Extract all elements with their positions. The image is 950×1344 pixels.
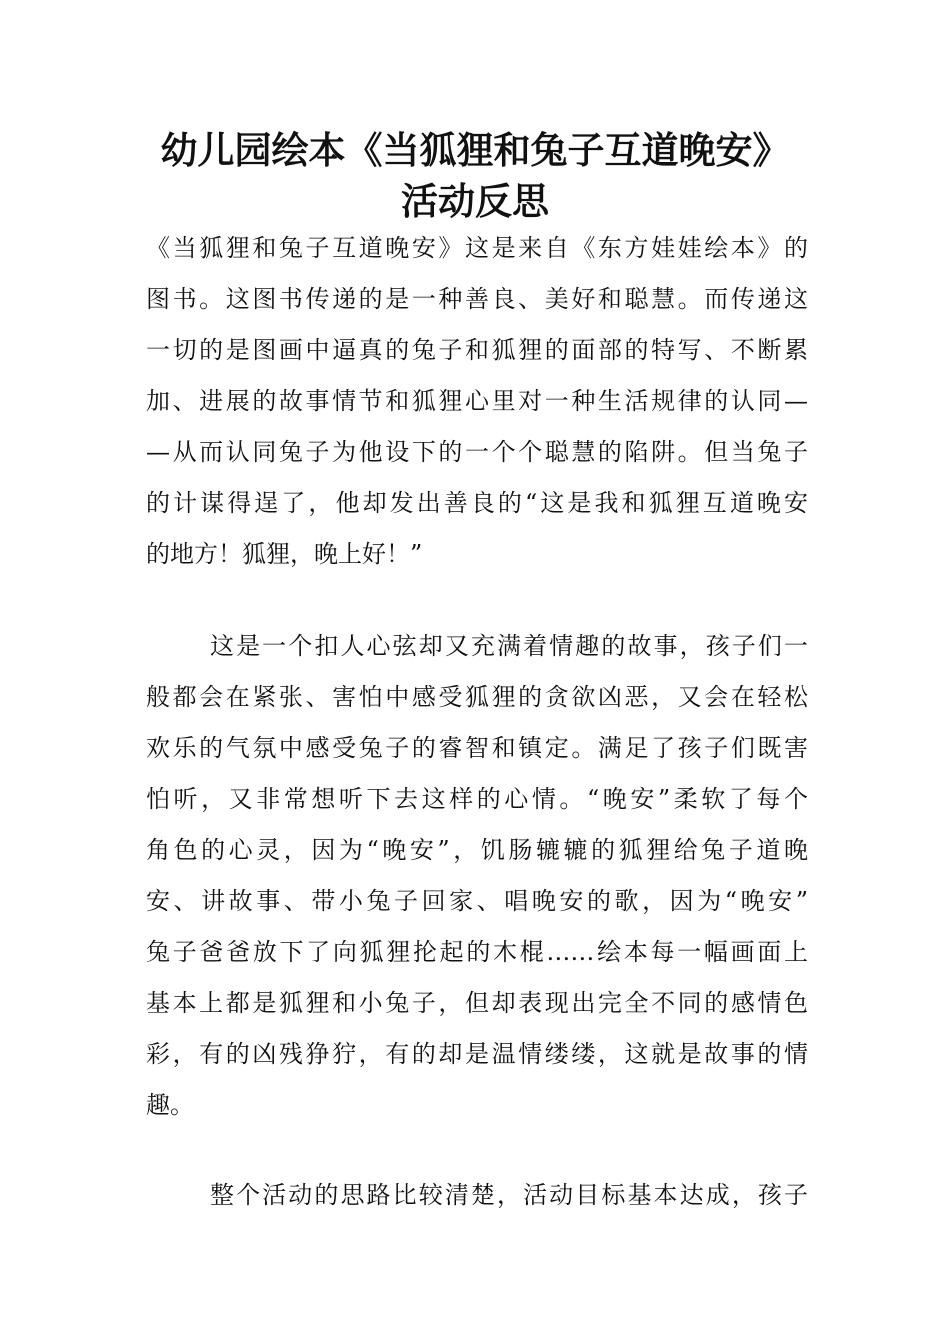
paragraph-line: 基本上都是狐狸和小兔子，但却表现出完全不同的感情色 bbox=[146, 989, 808, 1017]
paragraph-line: 《当狐狸和兔子互道晚安》这是来自《东方娃娃绘本》的 bbox=[146, 234, 808, 262]
paragraph-line: 这是一个扣人心弦却又充满着情趣的故事，孩子们一 bbox=[210, 632, 808, 660]
paragraph-activity-reflection bbox=[146, 1170, 808, 1221]
paragraph-intro bbox=[146, 223, 808, 580]
paragraph-line: 加、进展的故事情节和狐狸心里对一种生活规律的认同— bbox=[146, 387, 808, 415]
paragraph-line: 整个活动的思路比较清楚，活动目标基本达成，孩子 bbox=[210, 1181, 808, 1209]
paragraph-line: 兔子爸爸放下了向狐狸抡起的木棍……绘本每一幅画面上 bbox=[146, 938, 808, 966]
paragraph-story-analysis bbox=[146, 621, 808, 1131]
paragraph-line: 安、讲故事、带小兔子回家、唱晚安的歌，因为“晚安” bbox=[146, 887, 808, 915]
document-title bbox=[100, 125, 850, 227]
paragraph-line: 的计谋得逞了，他却发出善良的“这是我和狐狸互道晚安 bbox=[146, 489, 808, 517]
paragraph-line: 怕听，又非常想听下去这样的心情。“晚安”柔软了每个 bbox=[146, 785, 808, 813]
paragraph-line: 趣。 bbox=[146, 1091, 194, 1119]
title-line-2: 活动反思 bbox=[401, 180, 549, 223]
paragraph-line: —从而认同兔子为他设下的一个个聪慧的陷阱。但当兔子 bbox=[146, 438, 808, 466]
title-line-1: 幼儿园绘本《当狐狸和兔子互道晚安》 bbox=[160, 129, 790, 172]
paragraph-line: 一切的是图画中逼真的兔子和狐狸的面部的特写、不断累 bbox=[146, 336, 808, 364]
paragraph-line: 欢乐的气氛中感受兔子的睿智和镇定。满足了孩子们既害 bbox=[146, 734, 808, 762]
paragraph-line: 般都会在紧张、害怕中感受狐狸的贪欲凶恶，又会在轻松 bbox=[146, 683, 808, 711]
paragraph-line: 图书。这图书传递的是一种善良、美好和聪慧。而传递这 bbox=[146, 285, 808, 313]
paragraph-line: 彩，有的凶残狰狞，有的却是温情缕缕，这就是故事的情 bbox=[146, 1040, 808, 1068]
paragraph-line: 角色的心灵，因为“晚安”，饥肠辘辘的狐狸给兔子道晚 bbox=[146, 836, 808, 864]
paragraph-line: 的地方！狐狸，晚上好！” bbox=[146, 540, 423, 568]
